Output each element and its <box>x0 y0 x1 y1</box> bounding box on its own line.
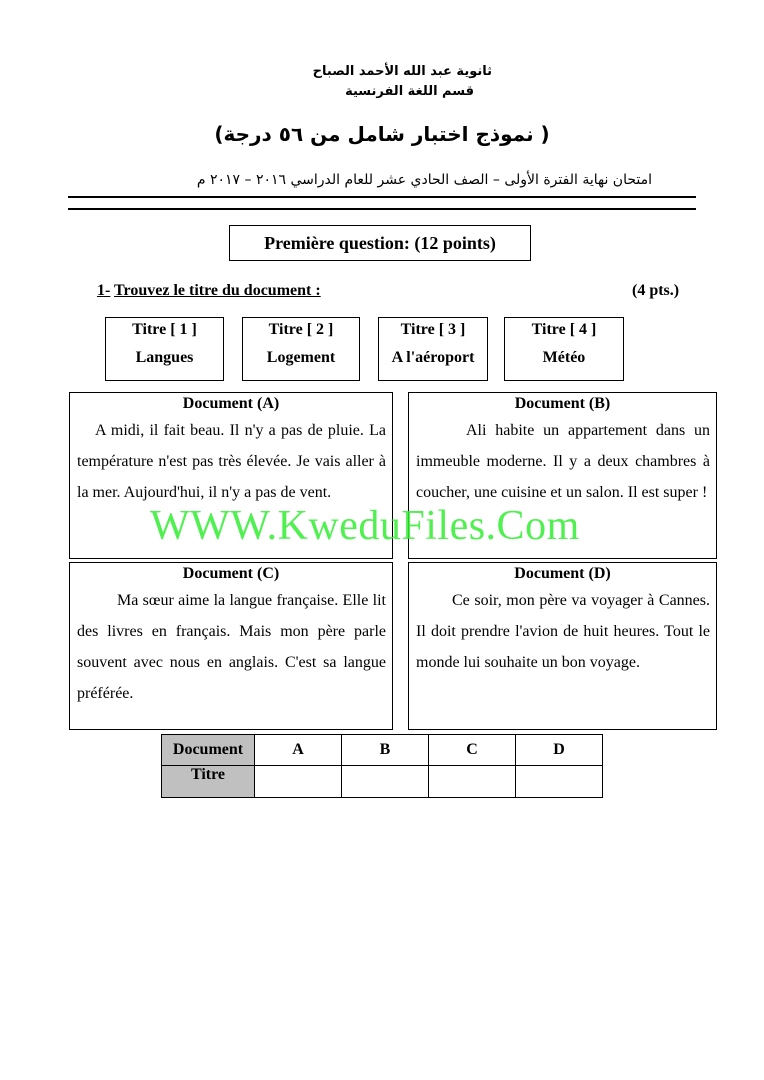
document-text: Ce soir, mon père va voyager à Cannes. Il doit prendre l'avion de huit heures. Tout le monde lui souhaite un bon voyage. <box>416 592 710 671</box>
column-header: C <box>429 735 516 766</box>
column-header: B <box>342 735 429 766</box>
answer-cell-d[interactable] <box>516 766 603 798</box>
titre-box-1 <box>105 317 224 381</box>
exam-subtitle: امتحان نهاية الفترة الأولى – الصف الحادي عشر للعام الدراسي ٢٠١٦ – ٢٠١٧ م <box>196 172 652 188</box>
document-text: Ali habite un appartement dans un immeuble moderne. Il y a deux chambres à coucher, une cuisine et un salon. Il est super ! <box>416 422 710 501</box>
answer-cell-b[interactable] <box>342 766 429 798</box>
titre-box-2 <box>242 317 360 381</box>
document-title: Document (C) <box>182 565 280 582</box>
document-title: Document (A) <box>182 395 280 412</box>
site-watermark: WWW.KweduFiles.Com <box>150 503 580 549</box>
answer-table <box>161 734 603 798</box>
answer-cell-a[interactable] <box>255 766 342 798</box>
document-text: Ma sœur aime la langue française. Elle lit des livres en français. Mais mon père parle souvent avec nous en anglais. C'est sa langue préférée. <box>77 592 386 702</box>
titre-label: Titre [ 3 ] <box>400 321 466 338</box>
points-label: (4 pts.) <box>632 282 680 299</box>
department-name: قسم اللغة الفرنسية <box>345 84 474 99</box>
titre-value: Langues <box>135 349 194 366</box>
separator-line <box>68 196 696 210</box>
row-header-document: Document <box>162 735 255 766</box>
table-row <box>162 766 603 798</box>
school-name: ثانوية عبد الله الأحمد الصباح <box>312 64 492 79</box>
document-d <box>408 562 717 730</box>
row-header-titre: Titre <box>162 766 255 798</box>
instruction <box>97 282 321 300</box>
column-header: D <box>516 735 603 766</box>
titre-label: Titre [ 4 ] <box>531 321 597 338</box>
column-header: A <box>255 735 342 766</box>
exam-title: ( نموذج اختبار شامل من ٥٦ درجة) <box>214 122 550 146</box>
document-text: A midi, il fait beau. Il n'y a pas de pluie. La température n'est pas très élevée. Je vais aller à la mer. Aujourd'hui, il n'y a pas de vent. <box>77 422 386 501</box>
table-row <box>162 735 603 766</box>
document-title: Document (D) <box>514 565 611 582</box>
titre-label: Titre [ 2 ] <box>268 321 334 338</box>
titre-value: Météo <box>542 349 586 366</box>
answer-cell-c[interactable] <box>429 766 516 798</box>
titre-box-4 <box>504 317 624 381</box>
titre-box-3 <box>378 317 488 381</box>
instruction-text: Trouvez le titre du document : <box>114 282 321 299</box>
document-title: Document (B) <box>514 395 611 412</box>
document-c <box>69 562 393 730</box>
instruction-number: 1- <box>97 282 111 299</box>
titre-value: Logement <box>266 349 336 366</box>
titre-label: Titre [ 1 ] <box>132 321 197 338</box>
titre-value: A l'aéroport <box>391 349 475 366</box>
question-heading: Première question: (12 points) <box>229 225 531 261</box>
